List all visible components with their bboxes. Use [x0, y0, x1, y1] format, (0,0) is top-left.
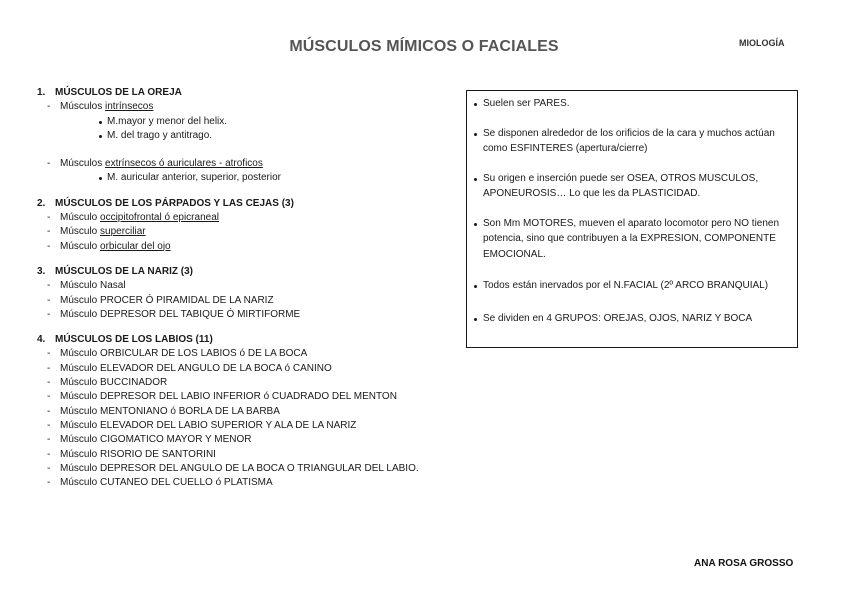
characteristic-item: Son Mm MOTORES, mueven el aparato locomotor pero NO tienen potencia, sino que contribuyen a la EXPRESION, COMPONENTE EMOCIONAL.	[473, 216, 787, 263]
section-parpados-cejas	[37, 197, 467, 254]
list-item: - Músculo Nasal	[37, 279, 467, 293]
characteristics-box	[466, 90, 798, 348]
characteristic-item: Se disponen alrededor de los orificios de la cara y muchos actúan como ESFINTERES (apertura/cierre)	[473, 126, 787, 157]
list-item: - Músculo superciliar	[37, 225, 467, 239]
section-oreja	[37, 86, 467, 186]
sub-list-item: M. del trago y antitrago.	[60, 129, 467, 143]
list-item: - Músculo BUCCINADOR	[37, 376, 467, 390]
characteristic-item: Se dividen en 4 GRUPOS: OREJAS, OJOS, NARIZ Y BOCA	[473, 311, 787, 327]
list-item: - Músculo ELEVADOR DEL LABIO SUPERIOR Y ALA DE LA NARIZ	[37, 419, 467, 433]
sub-list-item: M.mayor y menor del helix.	[60, 115, 467, 129]
list-item: - Músculo ELEVADOR DEL ANGULO DE LA BOCA ó CANINO	[37, 362, 467, 376]
section-heading: 3. MÚSCULOS DE LA NARIZ (3)	[37, 265, 193, 277]
list-item: - Músculo ORBICULAR DE LOS LABIOS ó DE LA BOCA	[37, 347, 467, 361]
section-heading: 4. MÚSCULOS DE LOS LABIOS (11)	[37, 334, 213, 346]
author-name: ANA ROSA GROSSO	[694, 558, 794, 569]
characteristic-item: Todos están inervados por el N.FACIAL (2º ARCO BRANQUIAL)	[473, 278, 787, 294]
list-item: - Músculos intrínsecos M.mayor y menor del helix. M. del trago y antitrago.	[37, 100, 467, 143]
list-item: - Músculo orbicular del ojo	[37, 240, 467, 254]
list-item: - Músculo CIGOMATICO MAYOR Y MENOR	[37, 433, 467, 447]
sub-list	[60, 171, 467, 185]
list-item: - Músculo RISORIO DE SANTORINI	[37, 448, 467, 462]
list-item: - Músculo occipitofrontal ó epicraneal	[37, 211, 467, 225]
page-title: MÚSCULOS MÍMICOS O FACIALES	[289, 38, 559, 55]
section-heading: 2. MÚSCULOS DE LOS PÁRPADOS Y LAS CEJAS (3)	[37, 197, 294, 209]
muscle-groups-outline	[37, 86, 467, 490]
list-item: - Músculo DEPRESOR DEL TABIQUE Ó MIRTIFORME	[37, 308, 467, 322]
characteristics-list	[473, 96, 787, 326]
muscle-list	[37, 211, 467, 254]
muscle-list	[37, 100, 467, 185]
section-nariz	[37, 265, 467, 322]
list-item: - Músculo MENTONIANO ó BORLA DE LA BARBA	[37, 405, 467, 419]
list-item: - Músculo PROCER Ó PIRAMIDAL DE LA NARIZ	[37, 294, 467, 308]
muscle-list	[37, 347, 467, 490]
list-item: - Músculo CUTANEO DEL CUELLO ó PLATISMA	[37, 476, 467, 490]
section-labios	[37, 333, 467, 490]
characteristic-item: Su origen e inserción puede ser OSEA, OTROS MUSCULOS, APONEUROSIS… Lo que les da PLASTICIDAD.	[473, 171, 787, 202]
section-heading: 1. MÚSCULOS DE LA OREJA	[37, 87, 182, 98]
characteristic-item: Suelen ser PARES.	[473, 96, 787, 112]
sub-list	[60, 115, 467, 144]
sub-list-item: M. auricular anterior, superior, posterior	[60, 171, 467, 185]
muscle-list	[37, 279, 467, 322]
list-item: - Músculos extrínsecos ó auriculares - atroficos M. auricular anterior, superior, posterior	[37, 157, 467, 186]
list-item: - Músculo DEPRESOR DEL ANGULO DE LA BOCA O TRIANGULAR DEL LABIO.	[37, 462, 467, 476]
subject-label: MIOLOGÍA	[739, 38, 785, 48]
list-item: - Músculo DEPRESOR DEL LABIO INFERIOR ó CUADRADO DEL MENTON	[37, 390, 467, 404]
